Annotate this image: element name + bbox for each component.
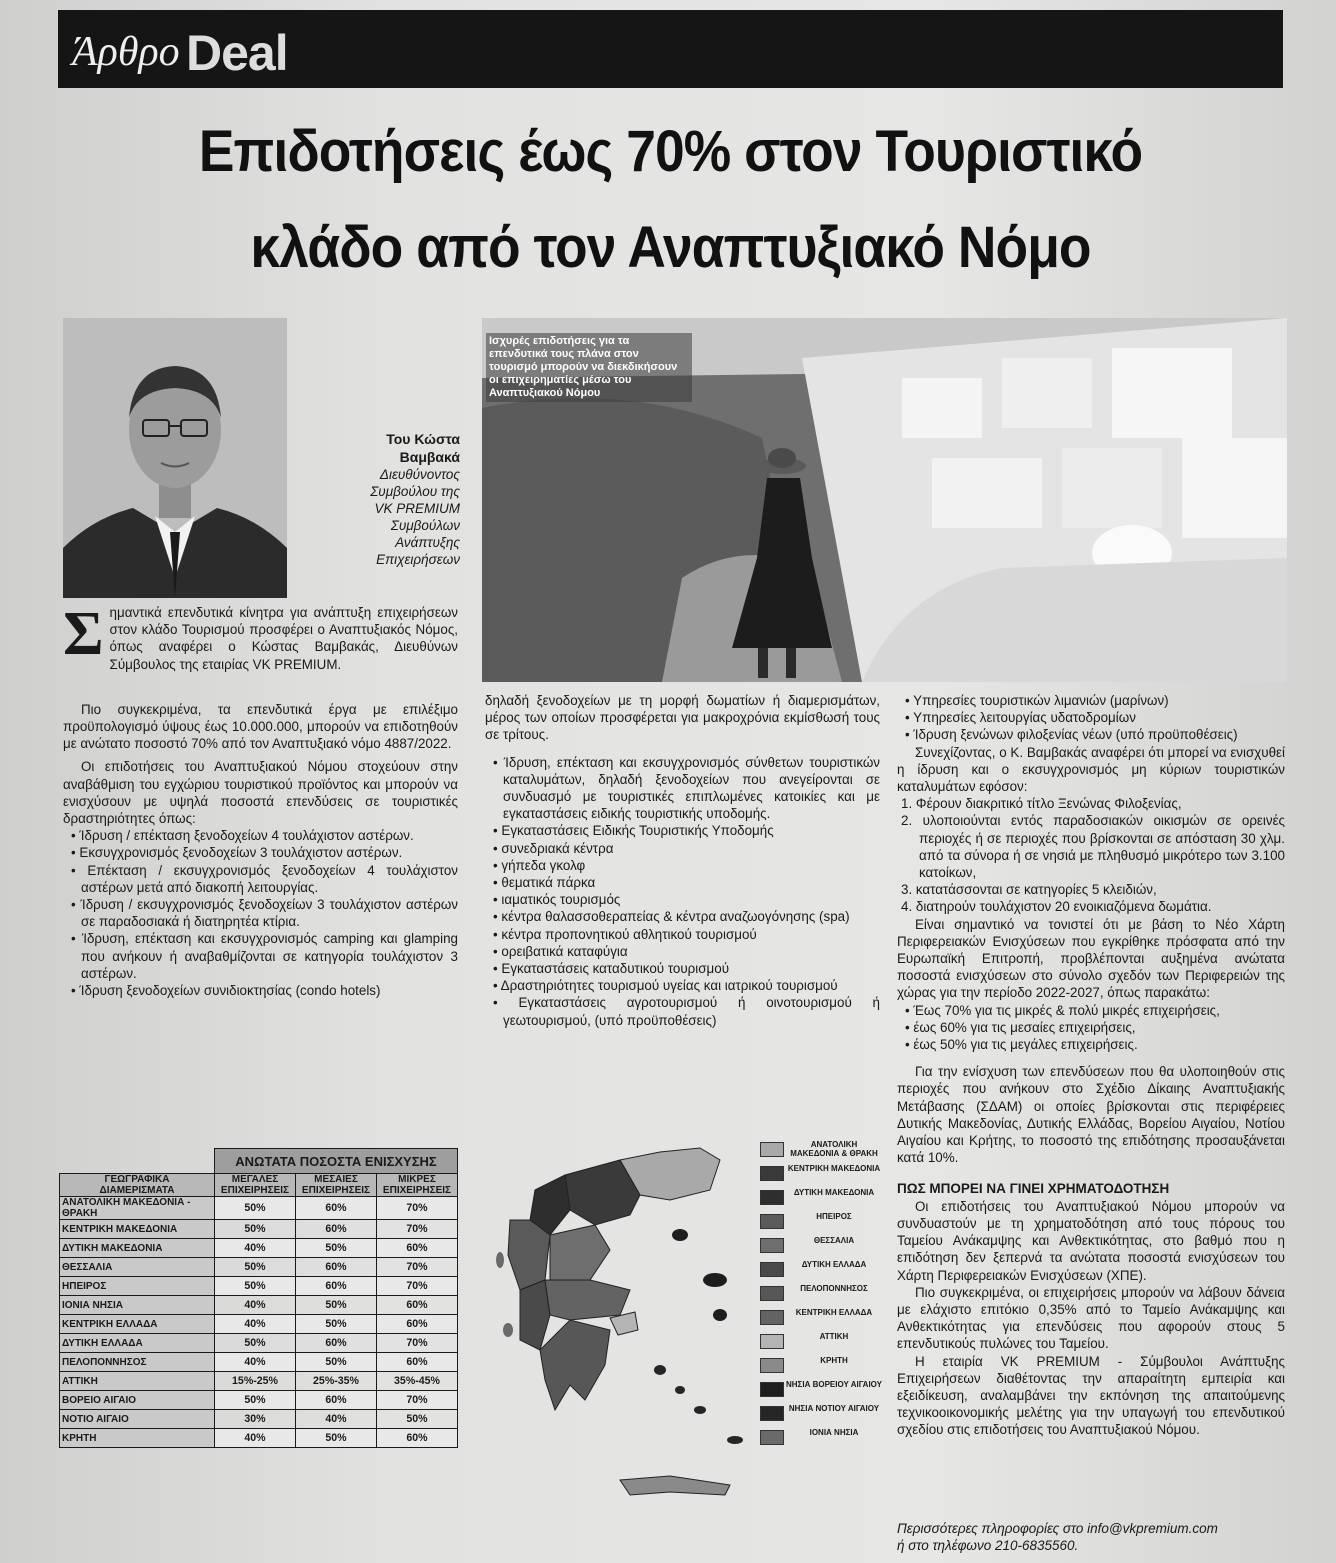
col1-bullet-4: • Ίδρυση / εκσυγχρονισμός ξενοδοχείων 3 τουλάχιστον αστέρων σε παραδοσιακά ή διατηρητέα κτίρια. [71, 897, 458, 930]
region-cell: ΝΟΤΙΟ ΑΙΓΑΙΟ [60, 1410, 215, 1429]
medium-value-cell: 60% [296, 1197, 377, 1220]
medium-value-cell: 25%-35% [296, 1372, 377, 1391]
col2-bullet-10: • Εγκαταστάσεις καταδυτικού τουρισμού [493, 961, 730, 977]
map-region-ionian-island-2 [503, 1323, 513, 1337]
table-heading: ΑΝΩΤΑΤΑ ΠΟΣΟΣΤΑ ΕΝΙΣΧΥΣΗΣ [215, 1149, 458, 1174]
author-role-2: Συμβούλου της [370, 484, 460, 499]
title-line-2: κλάδο από τον Αναπτυξιακό Νόμο [250, 215, 1091, 280]
author-name-1: Του Κώστα [386, 431, 460, 447]
medium-value-cell: 50% [296, 1429, 377, 1448]
legend-label: ΔΥΤΙΚΗ ΜΑΚΕΔΟΝΙΑ [793, 1188, 875, 1197]
legend-swatch [760, 1310, 784, 1325]
legend-swatch [760, 1358, 784, 1373]
map-region-south-aegean-island-1 [654, 1365, 666, 1375]
table-row [60, 1372, 458, 1391]
subsidy-rates-table [59, 1148, 458, 1448]
section-banner [58, 10, 1283, 88]
author-role-5: Ανάπτυξης [395, 535, 460, 550]
table-row [60, 1258, 458, 1277]
author-role-6: Επιχειρήσεων [376, 552, 460, 567]
col2-bullet-1: • Ίδρυση, επέκταση και εκσυγχρονισμός σύνθετων τουριστικών καταλυμάτων, δηλαδή ξενοδοχείων που ανεγείρονται σε συνδυασμό με τουριστικές επιπλωμένες κατοικίες και με εγκαταστάσεις ειδικής τουριστικής υποδομής. [493, 754, 880, 822]
col-large-header: ΜΕΓΑΛΕΣ ΕΠΙΧΕΙΡΗΣΕΙΣ [215, 1174, 296, 1197]
table-row [60, 1429, 458, 1448]
legend-label: ΑΝΑΤΟΛΙΚΗ ΜΑΚΕΔΟΝΙΑ & ΘΡΑΚΗ [790, 1140, 878, 1158]
legend-item [760, 1212, 880, 1236]
large-value-cell: 40% [215, 1239, 296, 1258]
column-1 [63, 600, 458, 999]
medium-value-cell: 50% [296, 1353, 377, 1372]
col2-bullet-9: • ορειβατικά καταφύγια [493, 943, 628, 959]
legend-swatch [760, 1286, 784, 1301]
map-region-central-greece [545, 1280, 630, 1320]
legend-swatch [760, 1334, 784, 1349]
lead-text: ημαντικά επενδυτικά κίνητρα για ανάπτυξη επιχειρήσεων στον κλάδο Τουρισμού προσφέρει ο Αναπτυξιακός Νόμος, όπως αναφέρει ο Κώστας Βαμβακάς, Διευθύνων Σύμβουλος της εταιρίας VK PREMIUM. [109, 605, 458, 672]
large-value-cell: 50% [215, 1197, 296, 1220]
large-value-cell: 50% [215, 1334, 296, 1353]
legend-label: ΚΡΗΤΗ [820, 1356, 848, 1365]
legend-label: ΝΗΣΙΑ ΝΟΤΙΟΥ ΑΙΓΑΙΟΥ [788, 1404, 880, 1413]
medium-value-cell: 50% [296, 1239, 377, 1258]
col3-rate-3: • έως 50% για τις μεγάλες επιχειρήσεις. [905, 1037, 1138, 1053]
large-value-cell: 50% [215, 1391, 296, 1410]
col2-bullet-11: • Δραστηριότητες τουρισμού υγείας και ιατρικού τουρισμού [493, 978, 838, 994]
table-row [60, 1220, 458, 1239]
col3-numbered-1: 1. Φέρουν διακριτικό τίτλο Ξενώνας Φιλοξενίας, [901, 796, 1182, 812]
map-region-north-aegean-island-3 [713, 1309, 727, 1321]
large-value-cell: 50% [215, 1220, 296, 1239]
article-title [107, 104, 1234, 296]
legend-item [760, 1260, 880, 1284]
legend-label: ΔΥΤΙΚΗ ΕΛΛΑΔΑ [801, 1260, 867, 1269]
large-value-cell: 40% [215, 1353, 296, 1372]
table-title-row [60, 1149, 458, 1174]
legend-item [760, 1188, 880, 1212]
map-region-west-greece [520, 1280, 550, 1350]
col2-bullet-6: • ιαματικός τουρισμός [493, 892, 621, 908]
col3-paragraph-4: Οι επιδοτήσεις του Αναπτυξιακού Νόμου μπορούν να συνδυαστούν με τη χρηματοδότηση από τους πόρους του Ταμείου Ανάκαμψης και Ανθεκτικότητας, στο βαθμό που η επιδότηση δεν ξεπερνά τα ανώτατα ποσοστά ενισχύσεων του Χάρτη Περιφερειακών Ενισχύσεων (ΧΠΕ). [897, 1198, 1285, 1283]
col1-bullet-6: • Ίδρυση ξενοδοχείων συνιδιοκτησίας (condo hotels) [71, 983, 381, 999]
col3-rate-2: • έως 60% για τις μεσαίες επιχειρήσεις, [905, 1019, 1136, 1035]
financing-heading: ΠΩΣ ΜΠΟΡΕΙ ΝΑ ΓΙΝΕΙ ΧΡΗΜΑΤΟΔΟΤΗΣΗ [897, 1181, 1170, 1197]
table-row [60, 1410, 458, 1429]
title-line-1: Επιδοτήσεις έως 70% στον Τουριστικό [198, 119, 1143, 184]
map-region-epirus [508, 1220, 550, 1290]
large-value-cell: 40% [215, 1296, 296, 1315]
small-value-cell: 70% [377, 1334, 458, 1353]
large-value-cell: 40% [215, 1429, 296, 1448]
map-region-north-aegean-island-2 [703, 1273, 727, 1287]
region-cell: ΗΠΕΙΡΟΣ [60, 1277, 215, 1296]
table-row [60, 1315, 458, 1334]
small-value-cell: 70% [377, 1277, 458, 1296]
col1-bullet-1: • Ίδρυση / επέκταση ξενοδοχείων 4 τουλάχιστον αστέρων. [71, 828, 414, 844]
legend-item [760, 1164, 880, 1188]
small-value-cell: 70% [377, 1220, 458, 1239]
col2-bullet-7: • κέντρα θαλασσοθεραπείας & κέντρα αναζωογόνησης (spa) [493, 909, 850, 925]
region-cell: ΘΕΣΣΑΛΙΑ [60, 1258, 215, 1277]
legend-label: ΠΕΛΟΠΟΝΝΗΣΟΣ [800, 1284, 868, 1293]
col2-bullet-8: • κέντρα προπονητικού αθλητικού τουρισμού [493, 926, 757, 942]
author-role-1: Διευθύνοντος [379, 467, 460, 482]
map-legend [760, 1140, 883, 1452]
col-small-header: ΜΙΚΡΕΣ ΕΠΙΧΕΙΡΗΣΕΙΣ [377, 1174, 458, 1197]
small-value-cell: 60% [377, 1239, 458, 1258]
author-role-3: VK PREMIUM [374, 501, 460, 516]
large-value-cell: 30% [215, 1410, 296, 1429]
region-cell: ΔΥΤΙΚΗ ΕΛΛΑΔΑ [60, 1334, 215, 1353]
legend-item [760, 1404, 880, 1428]
legend-label: ΑΤΤΙΚΗ [819, 1332, 849, 1341]
table-row [60, 1239, 458, 1258]
legend-item [760, 1428, 880, 1452]
footer-line-1: Περισσότερες πληροφορίες στο info@vkpremium.com [897, 1521, 1218, 1536]
table-body [60, 1197, 458, 1448]
map-region-south-aegean-island-3 [694, 1406, 706, 1414]
region-cell: ΚΕΝΤΡΙΚΗ ΕΛΛΑΔΑ [60, 1315, 215, 1334]
legend-label: ΚΕΝΤΡΙΚΗ ΜΑΚΕΔΟΝΙΑ [787, 1164, 881, 1173]
col1-bullet-2: • Εκσυγχρονισμός ξενοδοχείων 3 τουλάχιστον αστέρων. [71, 845, 403, 861]
author-name-2: Βαμβακά [399, 449, 460, 465]
col2-bullet-5: • θεματικά πάρκα [493, 875, 596, 891]
large-value-cell: 15%-25% [215, 1372, 296, 1391]
photo-caption: Ισχυρές επιδοτήσεις για τα επενδυτικά τους πλάνα στον τουρισμό μπορούν να διεκδικήσουν οι επιχειρηματίες μέσω του Αναπτυξιακού Νόμου [486, 333, 692, 402]
map-region-crete [620, 1476, 730, 1495]
medium-value-cell: 60% [296, 1220, 377, 1239]
map-region-peloponnese [540, 1320, 610, 1410]
table-row [60, 1391, 458, 1410]
legend-swatch [760, 1262, 784, 1277]
legend-label: ΝΗΣΙΑ ΒΟΡΕΙΟΥ ΑΙΓΑΙΟΥ [786, 1380, 883, 1389]
col3-rate-1: • Έως 70% για τις μικρές & πολύ μικρές επιχειρήσεις, [905, 1002, 1220, 1018]
legend-item [760, 1236, 880, 1260]
author-portrait [63, 318, 287, 598]
col3-numbered-3: 3. κατατάσσονται σε κατηγορίες 5 κλειδιών, [901, 882, 1157, 898]
col1-paragraph-1: Πιο συγκεκριμένα, τα επενδυτικά έργα με επιλέξιμο προϋπολογισμό ύψους έως 10.000.000, μπορούν να επιδοτηθούν με ανώτατο ποσοστό 70% από τον Αναπτυξιακό νόμο 4887/2022. [63, 701, 458, 752]
region-cell: ΒΟΡΕΙΟ ΑΙΓΑΙΟ [60, 1391, 215, 1410]
col3-paragraph-2: Είναι σημαντικό να τονιστεί ότι με βάση το Νέο Χάρτη Περιφερειακών Ενισχύσεων που εγκρίθηκε πρόσφατα από την Ευρωπαϊκή Επιτροπή, προβλέπονται αυξημένα ανώτατα ποσοστά ενισχύσεων στο σύνολο σχεδόν των Περιφερειών της χώρας για την περίοδο 2022-2027, όπως παρακάτω: [897, 916, 1285, 1001]
byline [300, 430, 460, 568]
col3-bullet-1: • Υπηρεσίες τουριστικών λιμανιών (μαρίνων) [905, 693, 1169, 708]
map-region-south-aegean-island-2 [675, 1386, 685, 1394]
region-cell: ΙΟΝΙΑ ΝΗΣΙΑ [60, 1296, 215, 1315]
legend-swatch [760, 1430, 784, 1445]
legend-label: ΗΠΕΙΡΟΣ [816, 1212, 852, 1221]
legend-item [760, 1356, 880, 1380]
col3-bullet-2: • Υπηρεσίες λειτουργίας υδατοδρομίων [905, 710, 1136, 726]
col3-numbered-4: 4. διατηρούν τουλάχιστον 20 ενοικιαζόμενα δωμάτια. [901, 899, 1212, 915]
col2-paragraph-1: δηλαδή ξενοδοχείων με τη μορφή δωματίων ή διαμερισμάτων, μέρος των οποίων προσφέρεται για μακροχρόνια εκμίσθωσή τους σε τρίτους. [485, 693, 880, 743]
col-medium-header: ΜΕΣΑΙΕΣ ΕΠΙΧΕΙΡΗΣΕΙΣ [296, 1174, 377, 1197]
region-cell: ΠΕΛΟΠΟΝΝΗΣΟΣ [60, 1353, 215, 1372]
map-region-north-aegean-island-1 [672, 1229, 688, 1241]
col1-bullet-3: • Επέκταση / εκσυγχρονισμός ξενοδοχείων 4 τουλάχιστον αστέρων μετά από διακοπή λειτουργίας. [71, 862, 458, 895]
medium-value-cell: 60% [296, 1334, 377, 1353]
col2-bullet-2: • Εγκαταστάσεις Ειδικής Τουριστικής Υποδομής [493, 823, 774, 839]
medium-value-cell: 40% [296, 1410, 377, 1429]
col2-bullet-4: • γήπεδα γκολφ [493, 857, 586, 873]
legend-item [760, 1284, 880, 1308]
table-row [60, 1334, 458, 1353]
small-value-cell: 70% [377, 1197, 458, 1220]
col3-paragraph-5: Πιο συγκεκριμένα, οι επιχειρήσεις μπορούν να λάβουν δάνεια με ελάχιστο επιτόκιο 0,35% από το Ταμείο Ανάκαμψης και Ανθεκτικότητας για επενδύσεις που αφορούν στους 5 επενδυτικούς πυλώνες του Ταμείου. [897, 1284, 1285, 1352]
legend-swatch [760, 1238, 784, 1253]
medium-value-cell: 60% [296, 1277, 377, 1296]
map-region-thessaly [550, 1225, 610, 1280]
medium-value-cell: 50% [296, 1296, 377, 1315]
table-row [60, 1296, 458, 1315]
table-row [60, 1277, 458, 1296]
table-header-row [60, 1174, 458, 1197]
legend-label: ΚΕΝΤΡΙΚΗ ΕΛΛΑΔΑ [795, 1308, 873, 1317]
greece-regions-map [470, 1140, 760, 1535]
large-value-cell: 50% [215, 1258, 296, 1277]
small-value-cell: 60% [377, 1315, 458, 1334]
col2-bullet-3: • συνεδριακά κέντρα [493, 840, 614, 856]
footer-line-2: ή στο τηλέφωνο 210-6835560. [897, 1538, 1079, 1553]
legend-swatch [760, 1214, 784, 1229]
small-value-cell: 70% [377, 1391, 458, 1410]
column-2 [485, 692, 880, 1029]
author-role-4: Συμβούλων [390, 518, 460, 533]
col3-numbered-2: 2. υλοποιούνται εντός παραδοσιακών οικισμών σε ορεινές περιοχές ή σε περιοχές που βρίσκονται σε απόσταση 30 χλμ. από τα σύνορα ή σε νησιά με πληθυσμό μικρότερο των 3.100 κατοίκων, [901, 813, 1285, 881]
legend-label: ΙΟΝΙΑ ΝΗΣΙΑ [809, 1428, 859, 1437]
col-region-header: ΓΕΩΓΡΑΦΙΚΑ ΔΙΑΜΕΡΙΣΜΑΤΑ [60, 1174, 215, 1197]
legend-swatch [760, 1166, 784, 1181]
col3-paragraph-1: Συνεχίζοντας, ο Κ. Βαμβακάς αναφέρει ότι μπορεί να ενισχυθεί η ίδρυση και ο εκσυγχρονισμός μη κύριων τουριστικών καταλυμάτων εφόσον: [897, 744, 1285, 795]
contact-footer [897, 1520, 1287, 1554]
medium-value-cell: 60% [296, 1391, 377, 1410]
medium-value-cell: 60% [296, 1258, 377, 1277]
legend-item [760, 1332, 880, 1356]
small-value-cell: 60% [377, 1429, 458, 1448]
region-cell: ΚΕΝΤΡΙΚΗ ΜΑΚΕΔΟΝΙΑ [60, 1220, 215, 1239]
banner-prefix: Άρθρο [72, 29, 180, 75]
col1-bullet-5: • Ίδρυση, επέκταση και εκσυγχρονισμός camping και glamping που ανήκουν ή αναβαθμίζονται σε κατηγορία τουλάχιστον 3 αστέρων. [71, 931, 458, 981]
table-row [60, 1197, 458, 1220]
col3-paragraph-6: Η εταιρία VK PREMIUM - Σύμβουλοι Ανάπτυξης Επιχειρήσεων διαθέτοντας την απαραίτητη εμπειρία και εξειδίκευση, αναλαμβάνει την εκπόνηση της απαιτούμενης τεχνικοοικονομικής μελέτης για την υπαγωγή του επενδυτικού σχεδίου στις επιδοτήσεις του Αναπτυξιακού Νόμου. [897, 1353, 1285, 1438]
small-value-cell: 60% [377, 1353, 458, 1372]
legend-swatch [760, 1142, 784, 1157]
map-region-ionian-island-1 [496, 1252, 504, 1268]
legend-swatch [760, 1382, 784, 1397]
small-value-cell: 35%-45% [377, 1372, 458, 1391]
banner-word: Deal [186, 25, 288, 81]
legend-item [760, 1140, 880, 1164]
legend-swatch [760, 1406, 784, 1421]
region-cell: ΔΥΤΙΚΗ ΜΑΚΕΔΟΝΙΑ [60, 1239, 215, 1258]
column-3 [897, 692, 1285, 1439]
small-value-cell: 60% [377, 1296, 458, 1315]
small-value-cell: 50% [377, 1410, 458, 1429]
legend-label: ΘΕΣΣΑΛΙΑ [813, 1236, 855, 1245]
large-value-cell: 40% [215, 1315, 296, 1334]
large-value-cell: 50% [215, 1277, 296, 1296]
col1-paragraph-2: Οι επιδοτήσεις του Αναπτυξιακού Νόμου στοχεύουν στην αναβάθμιση του εγχώριου τουριστικού προϊόντος και μπορούν να ενισχύσουν με υψηλά ποσοστά επενδύσεις σε τουριστικές δραστηριότητες όπως: [63, 759, 458, 827]
region-cell: ΑΤΤΙΚΗ [60, 1372, 215, 1391]
lead-paragraph [63, 600, 458, 673]
legend-swatch [760, 1190, 784, 1205]
map-region-south-aegean-island-4 [727, 1436, 743, 1444]
col3-bullet-3: • Ίδρυση ξενώνων φιλοξενίας νέων (υπό προϋποθέσεις) [905, 727, 1238, 743]
region-cell: ΚΡΗΤΗ [60, 1429, 215, 1448]
col2-bullet-12: • Εγκαταστάσεις αγροτουρισμού ή οινοτουρισμού ή γεωτουρισμού, (υπό προϋποθέσεις) [493, 995, 880, 1028]
legend-item [760, 1380, 883, 1404]
col3-paragraph-3: Για την ενίσχυση των επενδύσεων που θα υλοποιηθούν στις περιοχές που ανήκουν στο Σχέδιο Δίκαιης Αναπτυξιακής Μετάβασης (ΣΔΑΜ) οι οποίες βρίσκονται στις περιφέρειες Δυτικής Μακεδονίας, Δυτικής Ελλάδας, Βορείου Αιγαίου, Νοτίου Αιγαίου και Κρήτης, το ποσοστό της επιδότησης προσαυξάνεται κατά 10%. [897, 1064, 1285, 1166]
table-row [60, 1353, 458, 1372]
drop-cap: Σ [63, 600, 104, 668]
legend-item [760, 1308, 880, 1332]
region-cell: ΑΝΑΤΟΛΙΚΗ ΜΑΚΕΔΟΝΙΑ - ΘΡΑΚΗ [60, 1197, 215, 1220]
small-value-cell: 70% [377, 1258, 458, 1277]
medium-value-cell: 50% [296, 1315, 377, 1334]
